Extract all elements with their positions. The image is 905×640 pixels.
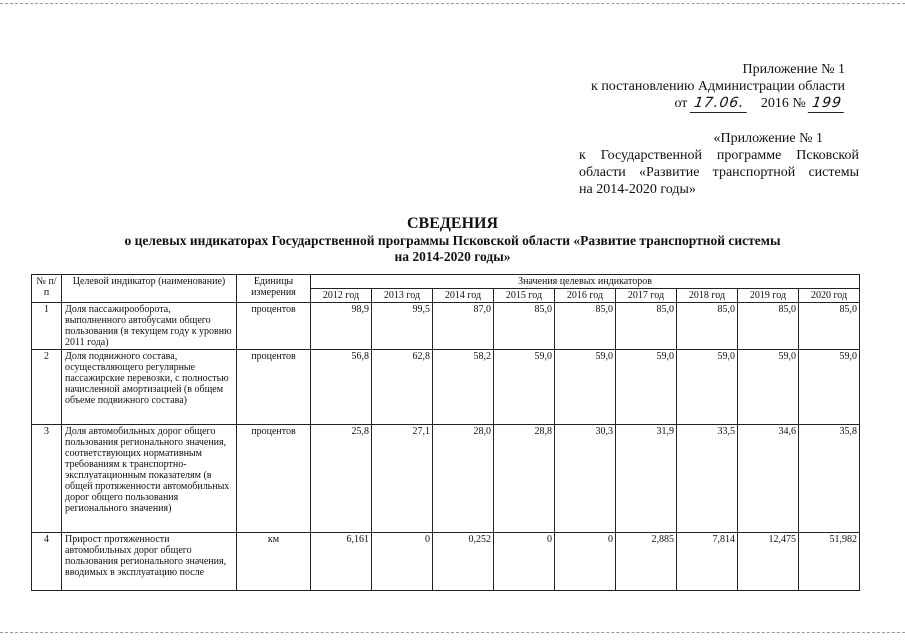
value-cell: 85,0 [799, 303, 860, 350]
value-cell: 33,5 [677, 425, 738, 533]
document-subtitle-2: на 2014-2020 годы» [394, 249, 511, 264]
document-heading [40, 214, 865, 265]
header-year: 2013 год [372, 289, 433, 303]
header-num: № п/п [32, 275, 62, 303]
header-year: 2015 год [494, 289, 555, 303]
scan-edge-bottom [0, 632, 905, 633]
header-year: 2017 год [616, 289, 677, 303]
document-title: СВЕДЕНИЯ [406, 215, 499, 232]
appendix-2-block [579, 130, 859, 198]
value-cell: 0,252 [433, 533, 494, 591]
appendix-2-line2: к Государственной программе Псковской [579, 148, 859, 163]
appendix-1-title: Приложение № 1 [742, 62, 845, 77]
indicators-table [31, 274, 860, 591]
value-cell: 25,8 [311, 425, 372, 533]
table-row [32, 533, 860, 591]
value-cell: 85,0 [738, 303, 799, 350]
value-cell: 59,0 [494, 350, 555, 425]
value-cell: 85,0 [616, 303, 677, 350]
row-number: 3 [32, 425, 62, 533]
value-cell: 6,161 [311, 533, 372, 591]
value-cell: 28,0 [433, 425, 494, 533]
header-year: 2019 год [738, 289, 799, 303]
indicator-unit: процентов [237, 425, 311, 533]
value-cell: 85,0 [677, 303, 738, 350]
value-cell: 34,6 [738, 425, 799, 533]
appendix-1-decree: к постановлению Администрации области [591, 79, 845, 94]
scan-edge-top [0, 3, 905, 4]
header-values: Значения целевых индикаторов [311, 275, 860, 289]
document-subtitle-1: о целевых индикаторах Государственной программы Псковской области «Развитие транспортной системы [124, 233, 781, 248]
value-cell: 59,0 [677, 350, 738, 425]
value-cell: 62,8 [372, 350, 433, 425]
row-number: 4 [32, 533, 62, 591]
value-cell: 35,8 [799, 425, 860, 533]
value-cell: 58,2 [433, 350, 494, 425]
table-row [32, 350, 860, 425]
value-cell: 59,0 [738, 350, 799, 425]
value-cell: 28,8 [494, 425, 555, 533]
value-cell: 99,5 [372, 303, 433, 350]
header-year: 2020 год [799, 289, 860, 303]
table-row [32, 425, 860, 533]
header-year: 2012 год [311, 289, 372, 303]
handwritten-date: 17.06. [690, 95, 749, 113]
header-year: 2016 год [555, 289, 616, 303]
value-cell: 2,885 [616, 533, 677, 591]
appendix-1-date-line [545, 95, 845, 113]
value-cell: 0 [372, 533, 433, 591]
row-number: 2 [32, 350, 62, 425]
handwritten-number: 199 [808, 95, 846, 113]
indicator-unit: процентов [237, 303, 311, 350]
value-cell: 12,475 [738, 533, 799, 591]
value-cell: 87,0 [433, 303, 494, 350]
appendix-2-line4: на 2014-2020 годы» [579, 182, 696, 197]
value-cell: 59,0 [555, 350, 616, 425]
header-indicator: Целевой индикатор (наименование) [62, 275, 237, 303]
value-cell: 98,9 [311, 303, 372, 350]
value-cell: 56,8 [311, 350, 372, 425]
row-number: 1 [32, 303, 62, 350]
header-year: 2014 год [433, 289, 494, 303]
indicator-name: Доля пассажирооборота, выполненного автобусами общего пользования (в текущем году к уровню 2011 года) [62, 303, 237, 350]
value-cell: 0 [555, 533, 616, 591]
header-unit: Единицы измерения [237, 275, 311, 303]
value-cell: 27,1 [372, 425, 433, 533]
value-cell: 7,814 [677, 533, 738, 591]
indicator-unit: км [237, 533, 311, 591]
indicator-name: Доля подвижного состава, осуществляющего регулярные пассажирские перевозки, с полностью начисленной амортизацией (в общем объеме подвижного состава) [62, 350, 237, 425]
table-row [32, 303, 860, 350]
indicator-unit: процентов [237, 350, 311, 425]
appendix-1-block [545, 61, 845, 113]
header-year: 2018 год [677, 289, 738, 303]
value-cell: 31,9 [616, 425, 677, 533]
value-cell: 85,0 [494, 303, 555, 350]
value-cell: 51,982 [799, 533, 860, 591]
value-cell: 0 [494, 533, 555, 591]
indicator-name: Доля автомобильных дорог общего пользования регионального значения, соответствующих нормативным требованиям к транспортно-эксплуатационным показателям (в общей протяженности автомобильных дорог общего пользования регионального значения) [62, 425, 237, 533]
value-cell: 59,0 [799, 350, 860, 425]
value-cell: 30,3 [555, 425, 616, 533]
indicator-name: Прирост протяженности автомобильных дорог общего пользования регионального значения, вводимых в эксплуатацию после [62, 533, 237, 591]
value-cell: 59,0 [616, 350, 677, 425]
value-cell: 85,0 [555, 303, 616, 350]
appendix-2-title: «Приложение № 1 [713, 131, 823, 146]
year-label: 2016 № [760, 96, 806, 111]
date-prefix: от [674, 96, 688, 111]
appendix-2-line3: области «Развитие транспортной системы [579, 165, 859, 180]
